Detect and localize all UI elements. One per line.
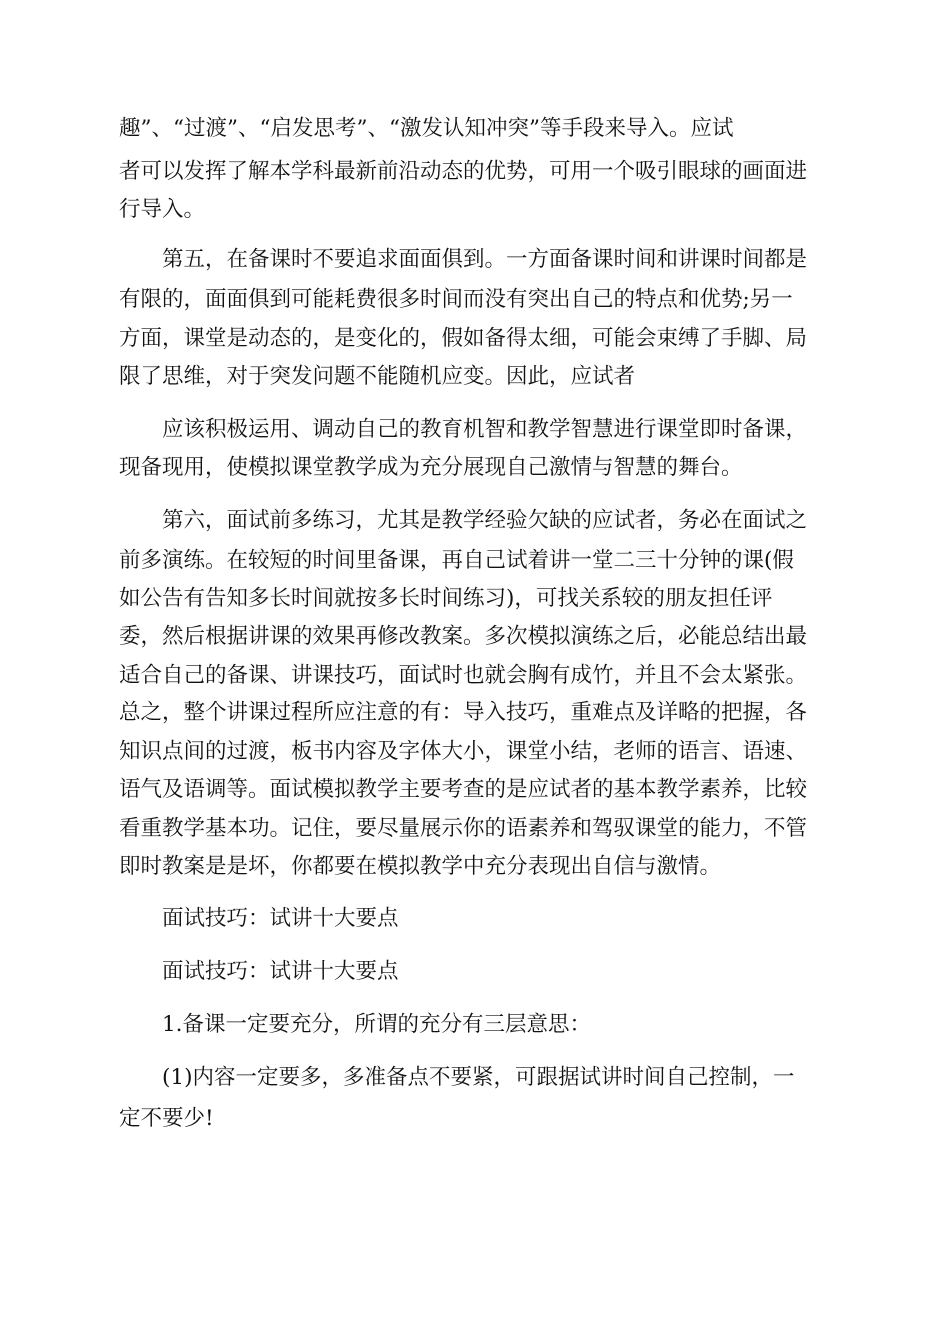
text-line: 适合自己的备课、讲课技巧，面试时也就会胸有成竹，并且不会太紧张。 bbox=[119, 663, 808, 688]
text-line: 前多演练。在较短的时间里备课，再自己试着讲一堂二三十分钟的课(假 bbox=[119, 548, 794, 573]
text-line: 即时教案是是坏，你都要在模拟教学中充分表现出自信与激情。 bbox=[119, 854, 722, 879]
text-line: 如公告有告知多长时间就按多长时间练习)，可找关系较的朋友担任评 bbox=[119, 586, 773, 611]
text-line: 限了思维，对于突发问题不能随机应变。因此，应试者 bbox=[119, 364, 636, 389]
paragraph-start-line: 第六，面试前多练习，尤其是教学经验欠缺的应试者，务必在面试之 bbox=[162, 508, 808, 533]
text-line: 定不要少! bbox=[119, 1106, 214, 1131]
text-line: 总之，整个讲课过程所应注意的有：导入技巧，重难点及详略的把握，各 bbox=[119, 700, 808, 725]
paragraph-start-line: 应该积极运用、调动自己的教育机智和教学智慧进行课堂即时备课， bbox=[162, 417, 808, 442]
paragraph-start-line: 第五，在备课时不要追求面面俱到。一方面备课时间和讲课时间都是 bbox=[162, 247, 808, 272]
section-heading: 面试技巧：试讲十大要点 bbox=[162, 959, 399, 984]
text-line: 知识点间的过渡，板书内容及字体大小，课堂小结，老师的语言、语速、 bbox=[119, 739, 808, 764]
paragraph-start-line: (1)内容一定要多，多准备点不要紧，可跟据试讲时间自己控制，一 bbox=[162, 1065, 795, 1090]
text-line: 趣”、“过渡”、“启发思考”、“激发认知冲突”等手段来导入。应试 bbox=[119, 116, 734, 141]
section-heading: 面试技巧：试讲十大要点 bbox=[162, 906, 399, 931]
text-line: 委，然后根据讲课的效果再修改教案。多次模拟演练之后，必能总结出最 bbox=[119, 624, 808, 649]
text-line: 有限的，面面俱到可能耗费很多时间而没有突出自己的特点和优势;另一 bbox=[119, 287, 793, 312]
text-line: 现备现用，使模拟课堂教学成为充分展现自己激情与智慧的舞台。 bbox=[119, 455, 743, 480]
text-line: 看重教学基本功。记住，要尽量展示你的语素养和驾驭课堂的能力，不管 bbox=[119, 816, 808, 841]
text-line: 方面，课堂是动态的，是变化的，假如备得太细，可能会束缚了手脚、局 bbox=[119, 326, 808, 351]
text-line: 语气及语调等。面试模拟教学主要考查的是应试者的基本教学素养，比较 bbox=[119, 777, 808, 802]
list-item-heading: 1.备课一定要充分，所谓的充分有三层意思： bbox=[162, 1012, 592, 1037]
text-line: 者可以发挥了解本学科最新前沿动态的优势，可用一个吸引眼球的画面进 bbox=[119, 159, 808, 184]
text-line: 行导入。 bbox=[119, 197, 206, 222]
